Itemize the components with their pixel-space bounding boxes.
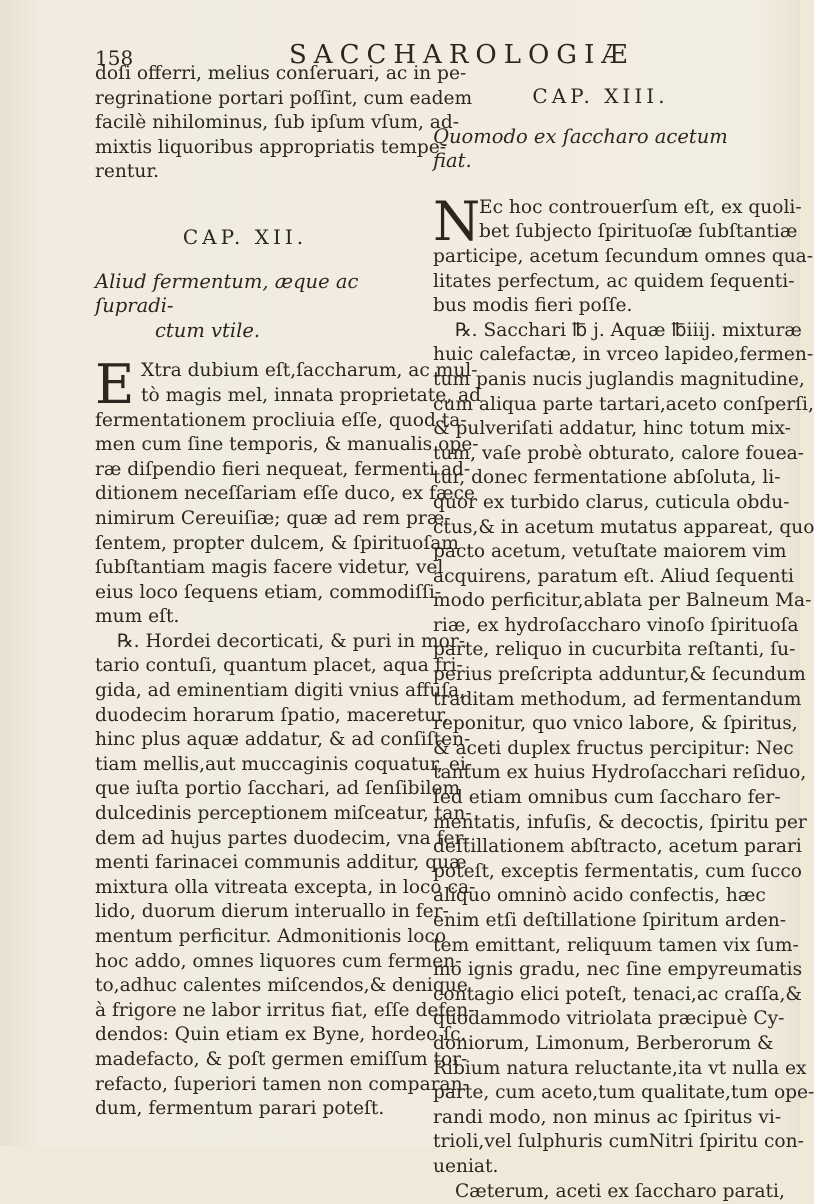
text-line: poteſt, exceptis fermentatis, cum ſucco xyxy=(433,860,802,882)
text-line: deſtillationem abſtracto, acetum parari xyxy=(433,836,802,858)
paragraph-recipe-sacchari xyxy=(433,319,814,1180)
text-line: Cæterum, aceti ex ſaccharo parati, xyxy=(455,1180,785,1202)
chapter-title xyxy=(95,270,395,344)
text-line: mixtura olla vitreata excepta, in loco ca- xyxy=(95,876,476,898)
text-line: que iuſta portio ſacchari, ad ſenſibilem xyxy=(95,778,461,800)
text-line: tem emittant, reliquum tamen vix ſum- xyxy=(433,934,799,956)
text-line: acquirens, paratum eſt. Aliud ſequenti xyxy=(433,565,794,587)
text-line: Xtra dubium eſt,ſaccharum, ac mul- xyxy=(141,360,478,382)
right-column xyxy=(433,62,814,1204)
text-line: mum eſt. xyxy=(95,606,180,628)
text-line: mentum perficitur. Admonitionis loco xyxy=(95,926,447,947)
text-line: dem ad hujus partes duodecim, vna fer- xyxy=(95,827,470,849)
text-line: parte, cum aceto,tum qualitate,tum ope- xyxy=(433,1082,814,1104)
text-line: participe, acetum ſecundum omnes qua- xyxy=(433,245,814,267)
text-line: ræ diſpendio fieri nequeat, fermenti ad- xyxy=(95,458,471,480)
text-line: litates perfectum, ac quidem ſequenti- xyxy=(433,270,795,292)
text-line: contagio elici poteſt, tenaci,ac craſſa,& xyxy=(433,983,802,1005)
text-line: mo ignis gradu, nec ſine empyreumatis xyxy=(433,959,803,981)
text-line: duodecim horarum ſpatio, maceretur, xyxy=(95,704,449,726)
running-head: SACCHAROLOGIÆ xyxy=(289,40,635,70)
text-line: hinc plus aquæ addatur, & ad conſiſten- xyxy=(95,729,471,751)
text-line: reponitur, quo vnico labore, & ſpiritus, xyxy=(433,713,798,735)
text-line: to,adhuc calentes miſcendos,& denique xyxy=(95,975,468,997)
text-line: randi modo, non minus ac ſpiritus vi- xyxy=(433,1106,782,1128)
text-line: perius preſcripta adduntur,& ſecundum xyxy=(433,664,806,686)
text-line: tiam mellis,aut muccaginis coquatur, ei- xyxy=(95,753,473,775)
text-line: quor ex turbido clarus, cuticula obdu- xyxy=(433,491,790,513)
text-line: mixtis liquoribus appropriatis tempe- xyxy=(95,136,447,158)
text-line: nimirum Cereuiſiæ; quæ ad rem præ- xyxy=(95,507,451,529)
text-line: modo perficitur,ablata per Balneum Ma- xyxy=(433,590,812,612)
title-line: ctum vtile. xyxy=(155,318,261,342)
left-column xyxy=(95,62,482,1122)
text-line: tantum ex huius Hydroſacchari reſiduo, xyxy=(433,762,807,784)
text-line: dendos: Quin etiam ex Byne, hordeo ſc. xyxy=(95,1024,467,1046)
text-line: ueniat. xyxy=(433,1155,499,1177)
text-line: aliquo omninò acido confectis, hæc xyxy=(433,885,766,907)
text-line: tò magis mel, innata proprietate, ad xyxy=(141,384,482,406)
text-line: dulcedinis perceptionem miſceatur, tan- xyxy=(95,803,472,825)
intro-paragraph xyxy=(95,62,473,185)
text-line: doniorum, Limonum, Berberorum & xyxy=(433,1032,774,1054)
text-line: hoc addo, omnes liquores cum fermen- xyxy=(95,950,462,972)
text-line: Ribium natura reluctante,ita vt nulla ex xyxy=(433,1057,807,1079)
paragraph-acetum-intro xyxy=(433,189,814,319)
text-line: & aceti duplex fructus percipitur: Nec xyxy=(433,737,794,759)
text-line: menti farinacei communis additur, quæ xyxy=(95,852,467,874)
text-line: doſi offerri, melius conſeruari, ac in pe- xyxy=(95,63,467,84)
page-number: 158 xyxy=(95,46,134,70)
text-line: à frigore ne labor irritus fiat, eſſe defen- xyxy=(95,999,475,1021)
text-line: bus modis fieri poſſe. xyxy=(433,295,633,317)
text-line: mentatis, infuſis, & decoctis, ſpiritu per xyxy=(433,811,807,833)
text-line: lido, duorum dierum interuallo in fer- xyxy=(95,901,449,923)
text-line: tario contuſi, quantum placet, aqua fri- xyxy=(95,655,463,677)
text-line: regrinatione portari poſſint, cum eadem xyxy=(95,87,473,109)
text-line: ℞. Sacchari ℔ j. Aquæ ℔iiij. mixturæ xyxy=(455,319,802,341)
text-line: huic calefactæ, in vrceo lapideo,fermen- xyxy=(433,344,814,366)
paragraph-fermentum xyxy=(95,353,482,630)
text-line: tur, donec fermentatione abſoluta, li- xyxy=(433,467,781,489)
text-line: quodammodo vitriolata præcipuè Cy- xyxy=(433,1008,785,1030)
title-line: Aliud fermentum, æque ac ſupradi- xyxy=(95,269,359,318)
text-line: parte, reliquo in cucurbita reſtanti, ſu- xyxy=(433,639,796,661)
text-line: trioli,vel ſulphuris cumNitri ſpiritu con- xyxy=(433,1131,804,1153)
text-line: ſubſtantiam magis facere videtur, vel xyxy=(95,557,444,579)
text-line: fermentationem procliuia eſſe, quod ta- xyxy=(95,409,467,431)
text-line: & pulveriſati addatur, hinc totum mix- xyxy=(433,418,791,440)
paragraph-caeterum xyxy=(433,1180,785,1204)
text-line: dum, fermentum parari poteſt. xyxy=(95,1098,385,1120)
text-line: cum aliqua parte tartari,aceto conſperſi, xyxy=(433,393,814,415)
text-line: ſentem, propter dulcem, & ſpirituoſam xyxy=(95,532,459,554)
text-line: tum panis nucis juglandis magnitudine, xyxy=(433,368,805,390)
text-line: enim etſi deſtillatione ſpiritum arden- xyxy=(433,910,787,931)
text-line: bet ſubjecto ſpirituoſæ ſubſtantiæ xyxy=(479,221,798,243)
text-line: facilè nihilominus, ſub ipſum vſum, ad- xyxy=(95,112,460,134)
chapter-heading: CAP. XIII. xyxy=(532,84,669,108)
drop-cap: N xyxy=(433,189,481,253)
text-line: rentur. xyxy=(95,161,160,183)
text-line: traditam methodum, ad fermentandum xyxy=(433,688,802,710)
text-line: eius loco ſequens etiam, commodiſſi- xyxy=(95,581,442,603)
text-line: ſed etiam omnibus cum ſaccharo fer- xyxy=(433,787,781,809)
paragraph-recipe-hordei xyxy=(95,630,476,1122)
text-line: ℞. Hordei decorticati, & puri in mor- xyxy=(117,630,466,652)
text-line: pacto acetum, vetuſtate maiorem vim xyxy=(433,541,787,563)
chapter-heading: CAP. XII. xyxy=(182,224,308,249)
text-line: madefacto, & poſt germen emiſſum tor- xyxy=(95,1048,468,1070)
chapter-title: Quomodo ex ſaccharo acetum fiat. xyxy=(433,124,728,173)
drop-cap: E xyxy=(95,353,135,417)
text-line: ctus,& in acetum mutatus appareat, quo xyxy=(433,516,814,538)
text-line: refacto, ſuperiori tamen non comparan- xyxy=(95,1073,469,1095)
text-line: riæ, ex hydroſaccharo vinoſo ſpirituoſa xyxy=(433,614,799,636)
text-line: ditionem neceſſariam eſſe duco, ex fæce xyxy=(95,483,475,505)
text-line: gida, ad eminentiam digiti vnius affuſa, xyxy=(95,680,466,702)
text-line: tum, vaſe probè obturato, calore fouea- xyxy=(433,442,804,464)
text-line: Ec hoc controuerſum eſt, ex quoli- xyxy=(479,196,802,218)
text-line: men cum ſine temporis, & manualis ope- xyxy=(95,434,479,456)
